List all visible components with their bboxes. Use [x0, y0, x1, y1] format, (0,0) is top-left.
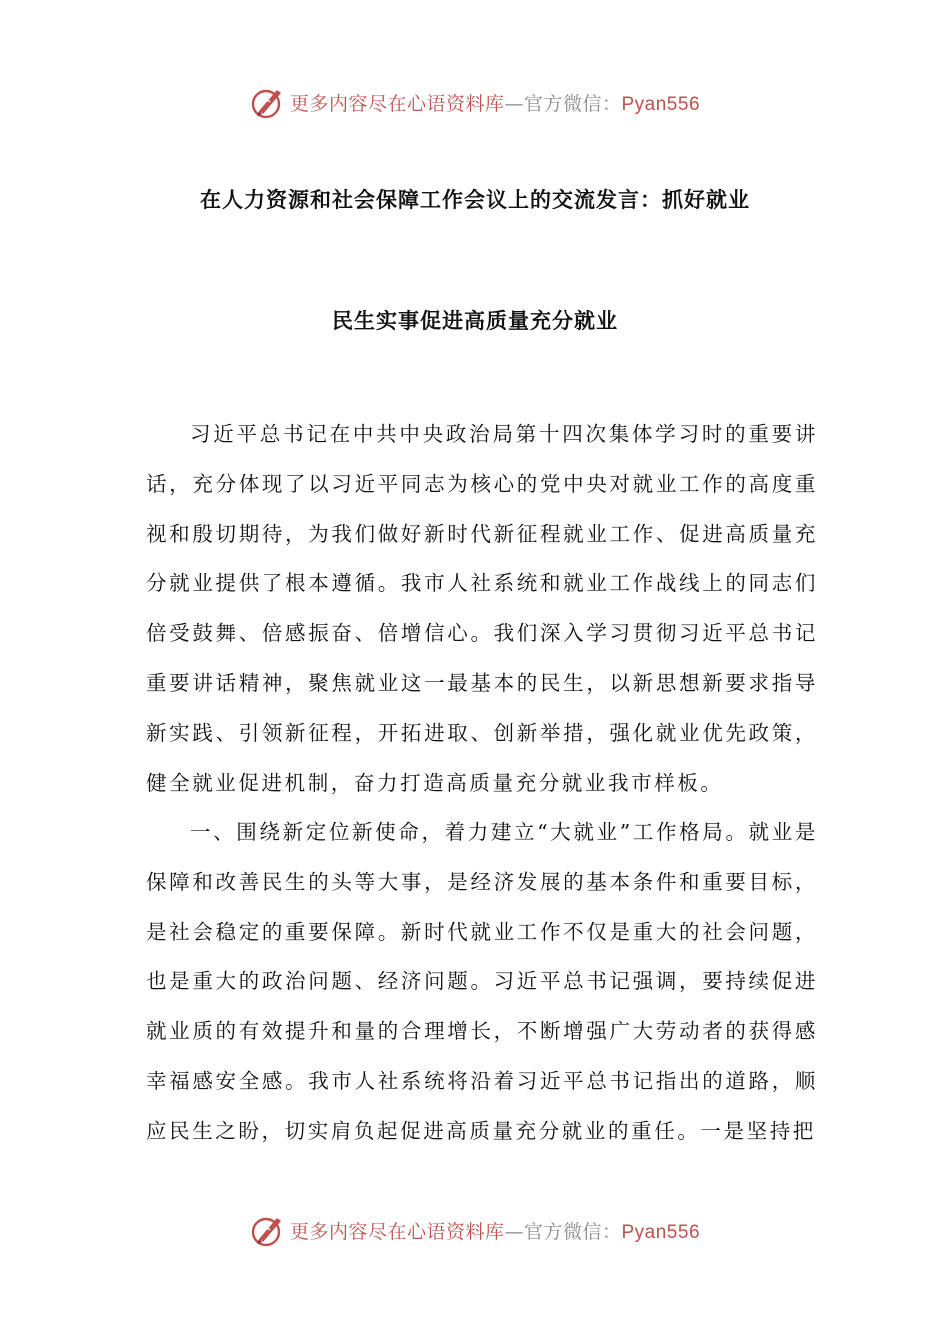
footer-banner [0, 1210, 950, 1250]
header-wechat-account: Pyan556 [621, 93, 701, 115]
pen-logo-icon [250, 1212, 286, 1248]
document-title-line-2: 民生实事促进高质量充分就业 [332, 309, 618, 333]
footer-wechat-label: 官方微信： [523, 1220, 622, 1243]
header-dash: — [504, 92, 524, 115]
header-banner [0, 82, 950, 122]
pen-logo-icon [250, 84, 286, 120]
header-banner-text [290, 89, 700, 116]
footer-dash: — [504, 1220, 524, 1243]
footer-wechat-account: Pyan556 [621, 1221, 701, 1243]
body-paragraph-1: 习近平总书记在中共中央政治局第十四次集体学习时的重要讲话，充分体现了以习近平同志为核心的党中央对就业工作的高度重视和殷切期待，为我们做好新时代新征程就业工作、促进高质量充分就业提供了根本遵循。我市人社系统和就业工作战线上的同志们倍受鼓舞、倍感振奋、倍增信心。我们深入学习贯彻习近平总书记重要讲话精神，聚焦就业这一最基本的民生，以新思想新要求指导新实践、引领新征程，开拓进取、创新举措，强化就业优先政策，健全就业促进机制，奋力打造高质量充分就业我市样板。 [146, 422, 818, 795]
header-site-text: 更多内容尽在心语资料库 [289, 92, 505, 115]
header-wechat-label: 官方微信： [523, 92, 622, 115]
footer-banner-text [290, 1217, 700, 1244]
footer-site-text: 更多内容尽在心语资料库 [289, 1220, 505, 1243]
document-title-line-1: 在人力资源和社会保障工作会议上的交流发言：抓好就业 [200, 188, 750, 212]
body-paragraph-2: 一、围绕新定位新使命，着力建立“大就业”工作格局。就业是保障和改善民生的头等大事，是经济发展的基本条件和重要目标，是社会稳定的重要保障。新时代就业工作不仅是重大的社会问题，也是重大的政治问题、经济问题。习近平总书记强调，要持续促进就业质的有效提升和量的合理增长，不断增强广大劳动者的获得感幸福感安全感。我市人社系统将沿着习近平总书记指出的道路，顺应民生之盼，切实肩负起促进高质量充分就业的重任。一是坚持把 [146, 820, 818, 1143]
